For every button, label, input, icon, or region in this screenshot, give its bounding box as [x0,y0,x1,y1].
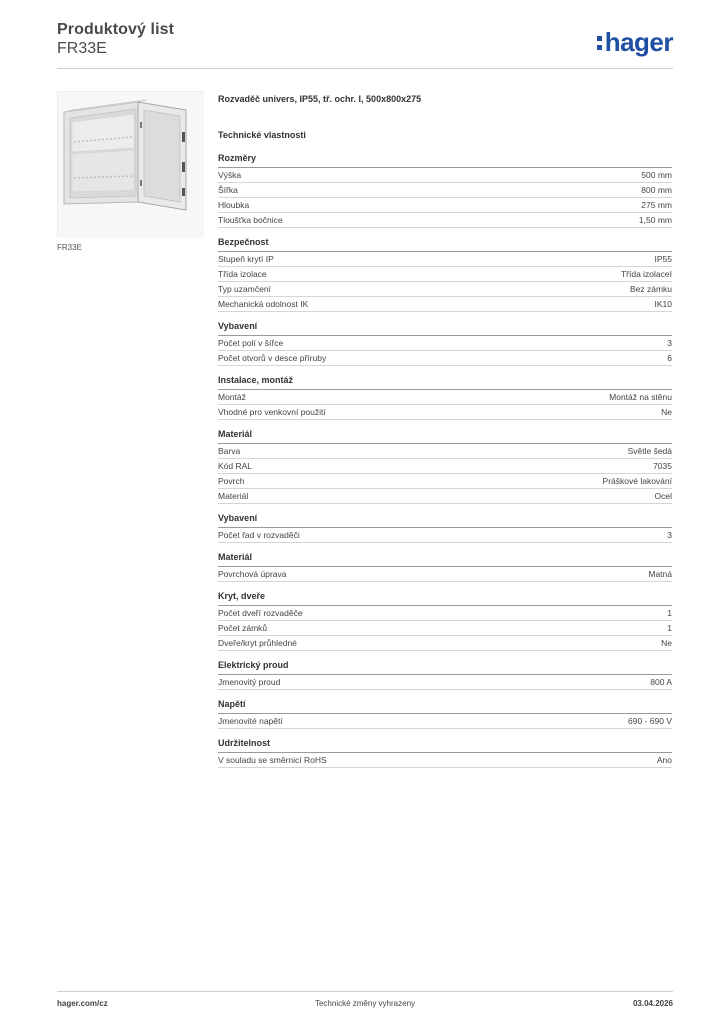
spec-label: Montáž [218,392,246,402]
spec-row [218,606,672,621]
spec-label: Jmenovité napětí [218,716,283,726]
spec-row [218,213,672,228]
spec-label: Šířka [218,185,238,195]
spec-value: 275 mm [641,200,672,210]
spec-value: IP55 [654,254,672,264]
spec-row [218,390,672,405]
spec-label: Typ uzamčení [218,284,271,294]
spec-group-title: Vybavení [218,321,672,336]
spec-label: Mechanická odolnost IK [218,299,309,309]
spec-row [218,444,672,459]
spec-row [218,528,672,543]
spec-row [218,168,672,183]
spec-value: Matná [648,569,672,579]
hager-logo [597,28,673,56]
spec-label: Kód RAL [218,461,253,471]
spec-label: Materiál [218,491,249,501]
spec-value: 3 [667,338,672,348]
enclosure-illustration-icon [58,92,204,238]
spec-row [218,282,672,297]
spec-value: 800 A [650,677,672,687]
spec-group-title: Vybavení [218,513,672,528]
spec-group [218,237,672,312]
spec-value: Ne [661,638,672,648]
spec-label: Výška [218,170,242,180]
product-image [57,91,203,237]
spec-row [218,675,672,690]
spec-group-title: Instalace, montáž [218,375,672,390]
section-heading: Technické vlastnosti [218,130,306,140]
spec-label: Jmenovitý proud [218,677,281,687]
spec-group [218,552,672,582]
spec-value: Práškové lakování [602,476,672,486]
spec-row [218,714,672,729]
spec-label: Počet dveří rozvaděče [218,608,303,618]
spec-label: Povrchová úprava [218,569,287,579]
spec-group-title: Rozměry [218,153,672,168]
spec-value: Montáž na stěnu [609,392,672,402]
spec-groups [218,153,672,768]
spec-group-title: Materiál [218,429,672,444]
spec-value: Ne [661,407,672,417]
product-details [218,94,672,768]
footer-disclaimer: Technické změny vyhrazeny [314,999,416,1008]
spec-group [218,153,672,228]
spec-label: Vhodné pro venkovní použití [218,407,326,417]
spec-group-title: Elektrický proud [218,660,672,675]
spec-value: Bez zámku [629,284,672,294]
logo-dots-icon [597,32,603,52]
spec-value: Třída izolaceI [620,269,672,279]
spec-row [218,183,672,198]
logo-text: hager [604,27,673,57]
spec-row [218,489,672,504]
footer-date: 03.04.2026 [632,999,673,1008]
product-name: Rozvaděč univers, IP55, tř. ochr. I, 500x800x275 [218,94,422,104]
spec-group [218,660,672,690]
spec-group [218,699,672,729]
spec-label: Stupeň krytí IP [218,254,274,264]
spec-group [218,321,672,366]
spec-label: Počet zámků [218,623,268,633]
page-header [57,21,673,69]
spec-value: Světle šedá [627,446,672,456]
spec-row [218,336,672,351]
spec-row [218,252,672,267]
spec-group-title: Kryt, dveře [218,591,672,606]
spec-value: 1 [667,623,672,633]
spec-row [218,267,672,282]
spec-label: Dveře/kryt průhledné [218,638,297,648]
spec-label: Povrch [218,476,245,486]
spec-value: IK10 [654,299,672,309]
spec-group [218,738,672,768]
spec-row [218,753,672,768]
spec-row [218,636,672,651]
page-title: Produktový list [57,21,175,38]
spec-row [218,198,672,213]
spec-value: 7035 [653,461,672,471]
spec-value: Ocel [654,491,672,501]
page-footer [57,991,673,1011]
image-caption: FR33E [57,243,82,252]
spec-row [218,405,672,420]
spec-group-title: Bezpečnost [218,237,672,252]
product-code: FR33E [57,40,107,57]
footer-website: hager.com/cz [57,999,108,1008]
spec-label: Hloubka [218,200,250,210]
spec-group [218,513,672,543]
spec-value: 6 [667,353,672,363]
spec-group-title: Napětí [218,699,672,714]
spec-row [218,474,672,489]
spec-value: 3 [667,530,672,540]
spec-value: 690 - 690 V [628,716,672,726]
spec-label: Počet řad v rozvaděči [218,530,300,540]
spec-value: 800 mm [641,185,672,195]
spec-label: V souladu se směrnicí RoHS [218,755,327,765]
spec-label: Počet polí v šířce [218,338,284,348]
spec-group [218,591,672,651]
spec-group-title: Materiál [218,552,672,567]
spec-row [218,297,672,312]
spec-group [218,375,672,420]
spec-group-title: Udržitelnost [218,738,672,753]
spec-value: Ano [656,755,672,765]
spec-label: Barva [218,446,241,456]
spec-group [218,429,672,504]
spec-value: 1 [667,608,672,618]
spec-label: Počet otvorů v desce příruby [218,353,327,363]
spec-label: Tloušťka bočnice [218,215,283,225]
spec-row [218,351,672,366]
spec-row [218,567,672,582]
spec-value: 500 mm [641,170,672,180]
spec-label: Třída izolace [218,269,267,279]
spec-value: 1,50 mm [638,215,672,225]
spec-row [218,459,672,474]
spec-row [218,621,672,636]
